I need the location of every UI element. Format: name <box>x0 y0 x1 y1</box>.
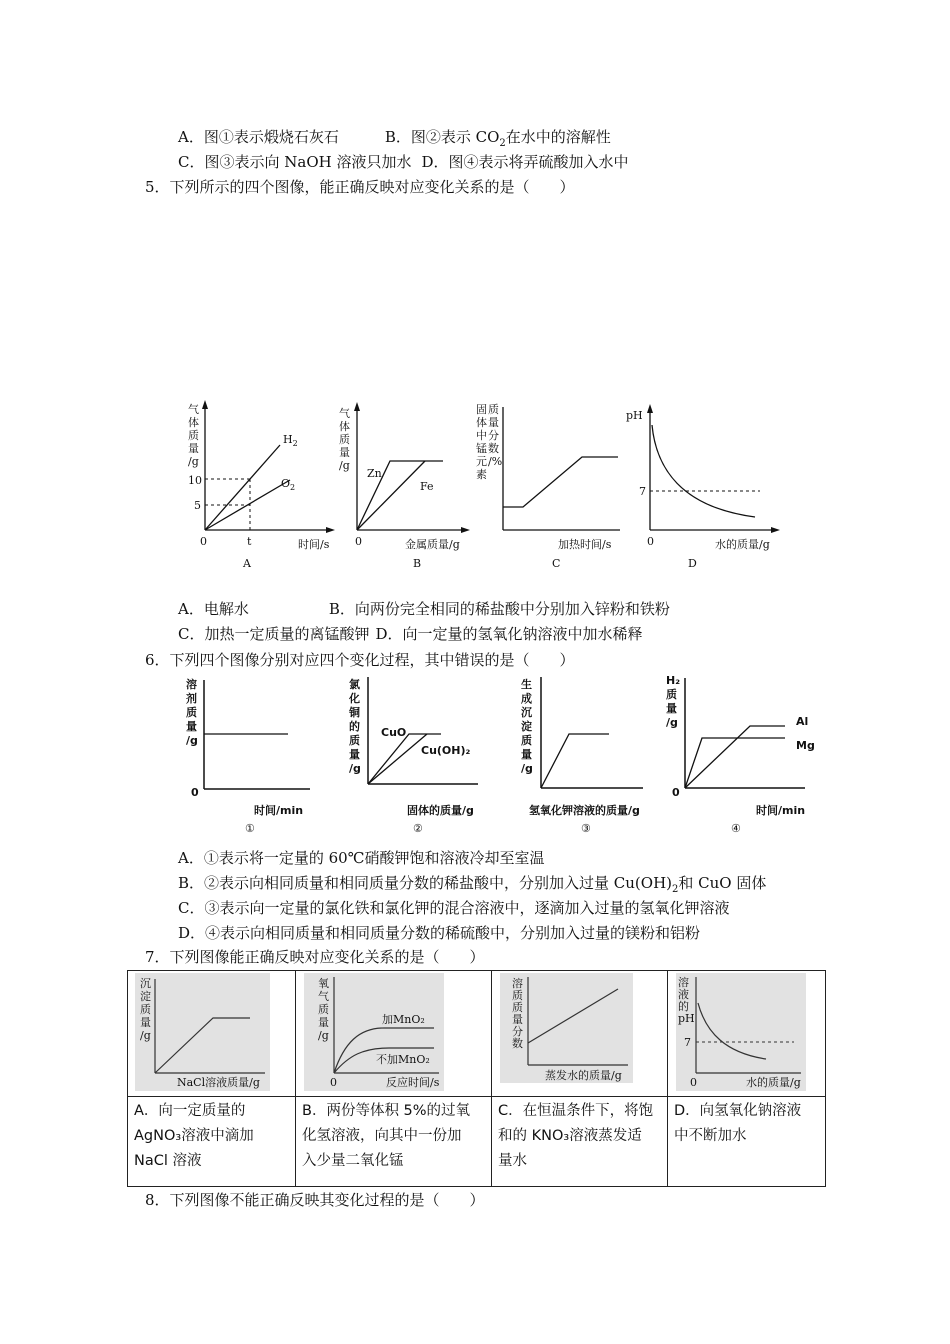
q7-figure-b-cell <box>296 971 492 1097</box>
svg-text:气: 气 <box>339 407 350 420</box>
svg-text:生: 生 <box>521 678 532 691</box>
svg-text:的: 的 <box>678 1000 689 1013</box>
q5-d-letter: D <box>688 557 697 570</box>
q5-a-h2-label: $H_2$ <box>283 433 298 448</box>
svg-text:量: 量 <box>521 748 532 761</box>
q5-d-curve <box>652 425 755 517</box>
q7-d-xlabel: 水的质量/g <box>746 1076 801 1089</box>
svg-text:分: 分 <box>488 429 499 442</box>
svg-text:成: 成 <box>521 692 532 705</box>
q5-c-xlabel: 加热时间/s <box>558 538 612 551</box>
q6-2-number: ② <box>413 822 423 835</box>
q6-4-ylabel <box>666 674 680 729</box>
q6-2-ylabel <box>348 677 361 775</box>
svg-text:/g: /g <box>188 455 199 468</box>
svg-text:量: 量 <box>512 1013 523 1026</box>
q6-3-line <box>541 734 609 788</box>
q6-3-number: ③ <box>581 822 591 835</box>
q6-figure-1 <box>180 672 330 841</box>
svg-text:气: 气 <box>188 403 199 416</box>
q5-figure-d <box>620 395 790 579</box>
svg-text:体: 体 <box>188 416 199 429</box>
svg-text:质: 质 <box>349 734 360 747</box>
svg-text:量: 量 <box>188 442 199 455</box>
svg-text:/g: /g <box>318 1029 329 1042</box>
svg-text:液: 液 <box>678 988 689 1001</box>
svg-text:/g: /g <box>349 762 361 775</box>
svg-text:质: 质 <box>186 706 197 719</box>
q5-stem: 5．下列所示的四个图像，能正确反映对应变化关系的是（ ） <box>145 178 575 196</box>
svg-text:pH: pH <box>678 1012 695 1025</box>
svg-text:的: 的 <box>349 720 360 733</box>
svg-text:质: 质 <box>188 429 199 442</box>
q4-option-a-b <box>178 127 611 154</box>
svg-text:H₂: H₂ <box>666 674 681 687</box>
svg-text:体: 体 <box>339 420 350 433</box>
q5-a-xlabel: 时间/s <box>298 538 330 551</box>
q6-1-number: ① <box>245 822 255 835</box>
q4-option-c-d <box>178 152 629 172</box>
q5-b-origin: 0 <box>355 535 362 548</box>
svg-text:量: 量 <box>186 720 197 733</box>
q5-b-ylabel <box>339 406 350 472</box>
svg-text:/g: /g <box>140 1029 151 1042</box>
q7-option-a: A．向一定质量的 AgNO₃溶液中滴加 NaCl 溶液 <box>128 1097 296 1187</box>
q5-a-tick-10: 10 <box>188 474 202 487</box>
svg-text:质: 质 <box>521 734 532 747</box>
q6-option-c: C．③表示向一定量的氯化铁和氯化钾的混合溶液中，逐滴加入过量的氢氧化钾溶液 <box>178 899 730 917</box>
q5-a-o2-label: $O_2$ <box>281 477 296 492</box>
q5-b-zn-label: Zn <box>367 467 382 480</box>
q5-c-ylabel <box>476 402 502 481</box>
svg-text:/g: /g <box>186 734 198 747</box>
q5-c-letter: C <box>552 557 561 570</box>
svg-text:氯: 氯 <box>349 678 360 691</box>
q7-figure-d-cell <box>668 971 826 1097</box>
q6-figure-3 <box>505 672 655 841</box>
q6-4-mg-label: Mg <box>796 739 815 752</box>
svg-text:质: 质 <box>666 688 677 701</box>
q5-d-xlabel: 水的质量/g <box>715 538 770 551</box>
q5-a-letter: A <box>243 557 251 570</box>
q7-option-b: B．两份等体积 5%的过氧 化氢溶液，向其中一份加 入少量二氧化锰 <box>296 1097 492 1187</box>
q6-figure-4 <box>660 672 825 841</box>
q7-a-ylabel <box>140 977 151 1042</box>
svg-text:沉: 沉 <box>140 977 151 990</box>
q6-2-cuo-line <box>368 734 441 784</box>
q5-options-row1 <box>178 599 670 619</box>
q7-a-xlabel: NaCl溶液质量/g <box>177 1076 260 1089</box>
q5-option-b: B．向两份完全相同的稀盐酸中分别加入锌粉和铁粉 <box>328 600 670 618</box>
q7-stem: 7．下列图像能正确反映对应变化关系的是（ ） <box>145 948 485 966</box>
svg-text:质: 质 <box>318 1003 329 1016</box>
svg-text:化: 化 <box>349 692 360 705</box>
q4-option-d: D．图④表示将弄硫酸加入水中 <box>421 153 629 171</box>
svg-text:量: 量 <box>339 446 350 459</box>
svg-text:分: 分 <box>512 1025 523 1038</box>
svg-text:氧: 氧 <box>318 977 329 990</box>
q7-c-xlabel: 蒸发水的质量/g <box>545 1069 622 1082</box>
svg-text:锰: 锰 <box>476 442 487 455</box>
svg-text:元: 元 <box>476 455 487 468</box>
svg-text:数: 数 <box>512 1037 523 1050</box>
q6-2-xlabel: 固体的质量/g <box>407 804 474 817</box>
svg-text:质: 质 <box>488 403 499 416</box>
q5-b-xlabel: 金属质量/g <box>405 538 460 551</box>
q7-c-ylabel <box>512 976 523 1050</box>
svg-text:质: 质 <box>512 989 523 1002</box>
svg-text:剂: 剂 <box>186 692 197 705</box>
svg-text:溶: 溶 <box>512 977 523 990</box>
q5-figure-a <box>180 395 340 579</box>
q7-figure-c-cell <box>492 971 668 1097</box>
q6-2-cuoh2-label: Cu(OH)₂ <box>421 744 471 757</box>
q5-a-tick-5: 5 <box>194 499 201 512</box>
q5-a-h2-line <box>205 445 280 530</box>
q5-c-line <box>503 457 618 507</box>
svg-text:中: 中 <box>476 429 487 442</box>
q7-b-origin: 0 <box>330 1076 337 1089</box>
q8-stem: 8．下列图像不能正确反映其变化过程的是（ ） <box>145 1191 485 1209</box>
svg-text:量: 量 <box>140 1016 151 1029</box>
q7-figure-a-cell <box>128 971 296 1097</box>
q6-option-a: A．①表示将一定量的 60℃硝酸钾饱和溶液冷却至室温 <box>178 849 545 867</box>
q6-4-al-line <box>685 726 785 788</box>
q6-3-xlabel: 氢氧化钾溶液的质量/g <box>529 804 640 817</box>
q6-2-cuoh2-line <box>368 734 427 784</box>
svg-text:量: 量 <box>488 416 499 429</box>
q6-option-b: B．②表示向相同质量和相同质量分数的稀盐酸中，分别加入过量 $Cu(OH)_2$和 CuO 固体 <box>178 874 767 895</box>
q7-option-d: D．向氢氧化钠溶液 中不断加水 <box>668 1097 826 1187</box>
q5-d-ylabel: pH <box>626 409 643 422</box>
svg-text:溶: 溶 <box>678 976 689 989</box>
q5-a-origin: 0 <box>200 535 207 548</box>
svg-text:/g: /g <box>666 716 678 729</box>
q6-4-xlabel: 时间/min <box>756 804 806 817</box>
svg-text:铜: 铜 <box>349 706 360 719</box>
q5-b-letter: B <box>413 557 422 570</box>
svg-text:量: 量 <box>349 748 360 761</box>
svg-text:淀: 淀 <box>140 990 151 1003</box>
q6-1-origin: 0 <box>191 786 199 799</box>
svg-text:质: 质 <box>140 1003 151 1016</box>
svg-text:固: 固 <box>476 403 487 416</box>
svg-text:/g: /g <box>339 459 350 472</box>
q7-option-c: C．在恒温条件下，将饱 和的 KNO₃溶液蒸发适 量水 <box>492 1097 668 1187</box>
q5-b-fe-label: Fe <box>420 480 434 493</box>
q5-option-d: D．向一定量的氢氧化钠溶液中加水稀释 <box>375 625 643 643</box>
q4-option-c: C．图③表示向 NaOH 溶液只加水 <box>178 153 412 171</box>
svg-text:体: 体 <box>476 416 487 429</box>
q7-d-origin: 0 <box>690 1076 697 1089</box>
q6-3-ylabel <box>521 677 533 775</box>
q5-d-tick-7: 7 <box>639 485 646 498</box>
q5-a-ylabel <box>188 402 199 468</box>
q6-figure-2 <box>343 672 493 841</box>
svg-text:量: 量 <box>318 1016 329 1029</box>
q5-option-a: A．电解水 <box>178 600 249 618</box>
q6-4-al-label: Al <box>796 715 809 728</box>
q6-stem: 6．下列四个图像分别对应四个变化过程，其中错误的是（ ） <box>145 651 575 669</box>
svg-text:质: 质 <box>339 433 350 446</box>
svg-text:素: 素 <box>476 468 487 481</box>
q6-1-xlabel: 时间/min <box>254 804 304 817</box>
q4-option-b: B．图②表示 $CO_2$在水中的溶解性 <box>384 128 611 149</box>
svg-text:数: 数 <box>488 442 499 455</box>
svg-text:溶: 溶 <box>186 678 197 691</box>
svg-text:质: 质 <box>512 1001 523 1014</box>
q6-1-ylabel <box>186 677 198 747</box>
q6-option-d: D．④表示向相同质量和相同质量分数的稀硫酸中，分别加入过量的镁粉和铝粉 <box>178 924 701 942</box>
q7-b-no-mno2-label: 不加MnO₂ <box>376 1053 430 1066</box>
q6-4-origin: 0 <box>672 786 680 799</box>
q6-4-number: ④ <box>731 822 741 835</box>
svg-text:/g: /g <box>521 762 533 775</box>
q6-2-cuo-label: CuO <box>381 726 407 739</box>
q7-table <box>127 970 826 1187</box>
svg-text:/%: /% <box>488 455 503 468</box>
q7-b-mno2-label: 加MnO₂ <box>382 1013 425 1026</box>
q5-d-origin: 0 <box>647 535 654 548</box>
q5-figure-c <box>470 395 630 579</box>
q5-a-tick-t: t <box>247 535 252 548</box>
q5-option-c: C．加热一定质量的离锰酸钾 <box>178 625 370 643</box>
q6-4-mg-line <box>685 738 785 788</box>
q7-b-xlabel: 反应时间/s <box>386 1076 440 1089</box>
q4-option-a: A．图①表示煅烧石灰石 <box>178 128 339 146</box>
svg-text:量: 量 <box>666 702 677 715</box>
q7-b-ylabel <box>318 976 329 1042</box>
q5-options-row2 <box>178 624 643 644</box>
q7-d-tick-7: 7 <box>684 1036 691 1049</box>
svg-text:沉: 沉 <box>521 706 532 719</box>
q5-figure-b <box>335 395 485 579</box>
svg-text:气: 气 <box>318 990 329 1003</box>
svg-text:淀: 淀 <box>521 720 532 733</box>
